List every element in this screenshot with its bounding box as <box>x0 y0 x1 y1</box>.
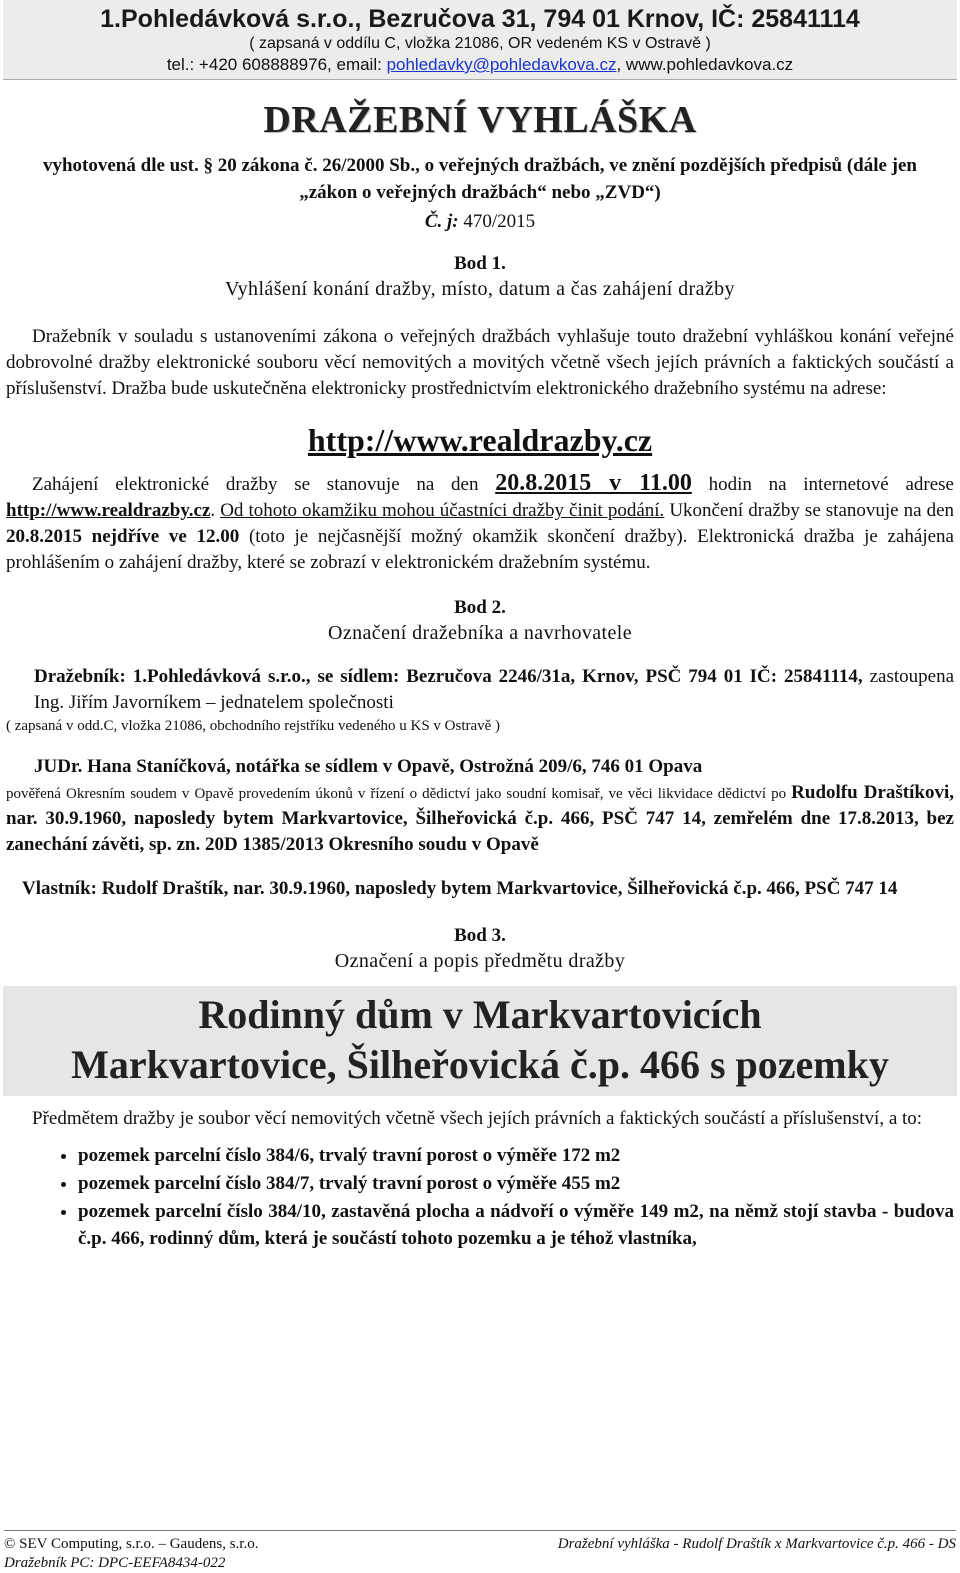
property-items-list <box>6 1142 954 1252</box>
company-registration: ( zapsaná v oddílu C, vložka 21086, OR vedeném KS v Ostravě ) <box>249 35 711 52</box>
p2-text-b: hodin na internetové adrese <box>691 474 954 495</box>
section-2-title: Označení dražebníka a navrhovatele <box>328 622 632 644</box>
auction-end-date: 20.8.2015 nejdříve ve 12.00 <box>6 526 240 547</box>
section-3-label: Bod 3. <box>454 925 506 946</box>
auctioneer-details: Dražebník: 1.Pohledávková s.r.o., se sídlem: Bezručova 2246/31a, Krnov, PSČ 794 01 IČ: 25841114, <box>34 666 863 687</box>
owner-details: Vlastník: Rudolf Draštík, nar. 30.9.1960, naposledy bytem Markvartovice, Šilheřovická č.p. 466, PSČ 747 14 <box>22 878 898 899</box>
property-title-line-1: Rodinný dům v Markvartovicích <box>198 992 762 1037</box>
company-contact <box>3 54 957 76</box>
section-3-title: Označení a popis předmětu dražby <box>334 950 626 972</box>
section-1-paragraph-2 <box>6 470 954 576</box>
section-1-title: Vyhlášení konání dražby, místo, datum a čas zahájení dražby <box>225 278 735 300</box>
reference-number <box>0 208 960 236</box>
contact-phone: tel.: +420 608888976, email: <box>166 55 387 74</box>
proposer-details <box>6 780 954 858</box>
contact-separator: , <box>616 55 626 74</box>
reference-value: 470/2015 <box>458 211 536 232</box>
section-1-label: Bod 1. <box>454 253 506 274</box>
p2-text-c: . <box>210 500 221 521</box>
footer-right: Dražební vyhláška - Rudolf Draštík x Markvartovice č.p. 466 - DS <box>557 1536 956 1552</box>
property-banner <box>3 986 957 1096</box>
auctioneer-representative: zastoupena Ing. Jiřím Javorníkem – jednatelem společnosti <box>34 666 955 713</box>
document-subtitle: vyhotovená dle ust. § 20 zákona č. 26/2000 Sb., o veřejných dražbách, ve znění pozdějších předpisů (dále jen „zákon o veřejných dražbách“ nebo „ZVD“) <box>42 155 918 203</box>
list-item: • pozemek parcelní číslo 384/7, trvalý travní porost o výměře 455 m2 <box>78 1170 954 1197</box>
p2-text-d: Ukončení dražby se stanovuje na den <box>664 500 955 521</box>
auction-start-date: 20.8.2015 v 11.00 <box>495 470 692 496</box>
footer-sub: Dražebník PC: DPC-EEFA8434-022 <box>4 1555 226 1571</box>
section-1-paragraph-1: Dražebník v souladu s ustanoveními zákona o veřejných dražbách vyhlašuje touto dražební vyhláškou konání veřejné dobrovolné dražby elektronické souboru věcí nemovitých a movitých včetně všech jejích právních a faktických součástí a příslušenství. Dražba bude uskutečněna elektronicky prostřednictvím elektronického dražebního systému na adrese: <box>6 326 954 399</box>
proposer-notary: JUDr. Hana Staníčková, notářka se sídlem v Opavě, Ostrožná 209/6, 746 01 Opava <box>34 756 703 777</box>
p2-underlined-text: Od tohoto okamžiku mohou účastníci dražby činit podání. <box>220 500 665 521</box>
list-item: • pozemek parcelní číslo 384/10, zastavěná plocha a nádvoří o výměře 149 m2, na němž stojí stavba - budova č.p. 466, rodinný dům, která je součástí tohoto pozemku a je téhož vlastníka, <box>78 1198 954 1252</box>
company-name: 1.Pohledávková s.r.o., Bezručova 31, 794 01 Krnov, IČ: 25841114 <box>100 5 860 33</box>
document-title: DRAŽEBNÍ VYHLÁŠKA <box>263 99 697 141</box>
section-3-intro: Předmětem dražby je soubor věcí nemovitých včetně všech jejích právních a faktických součástí a příslušenství, a to: <box>32 1108 923 1129</box>
property-title-line-2: Markvartovice, Šilheřovická č.p. 466 s pozemky <box>71 1042 889 1087</box>
auction-url-link[interactable]: http://www.realdrazby.cz <box>307 422 653 458</box>
p2-text-a: Zahájení elektronické dražby se stanovuje na den <box>32 474 496 495</box>
proposer-name <box>6 754 954 780</box>
email-link[interactable]: pohledavky@pohledavkova.cz <box>386 55 617 74</box>
web-address[interactable]: www.pohledavkova.cz <box>625 55 794 74</box>
auctioneer-registration: ( zapsaná v odd.C, vložka 21086, obchodního rejstříku vedeného u KS v Ostravě ) <box>6 718 501 734</box>
deceased-details: Rudolfu Draštíkovi, nar. 30.9.1960, naposledy bytem Markvartovice, Šilheřovická č.p. 466, PSČ 747 14, zemřelém dne 17.8.2013, bez zanechání závěti, sp. zn. 20D 1385/2013 Okresního soudu v Opavě <box>6 782 954 855</box>
auctioneer-block <box>6 664 954 716</box>
p2-text-e: (toto je nejčasnější možný okamžik skončení dražby). Elektronická dražba je zahájena prohlášením o zahájení dražby, které se zobrazí v elektronickém dražebním systému. <box>6 526 954 573</box>
reference-label: Č. j: <box>424 211 459 232</box>
letterhead <box>3 0 957 80</box>
auction-url <box>0 420 960 460</box>
section-2-label: Bod 2. <box>454 597 506 618</box>
page-footer <box>4 1530 956 1573</box>
list-item: • pozemek parcelní číslo 384/6, trvalý travní porost o výměře 172 m2 <box>78 1142 954 1169</box>
footer-left: © SEV Computing, s.r.o. – Gaudens, s.r.o. <box>4 1536 259 1552</box>
proposer-mandate: pověřená Okresním soudem v Opavě provedením úkonů v řízení o dědictví jako soudní komisař, ve věci likvidace dědictví po <box>6 786 792 802</box>
auction-url-inline[interactable]: http://www.realdrazby.cz <box>6 500 211 521</box>
